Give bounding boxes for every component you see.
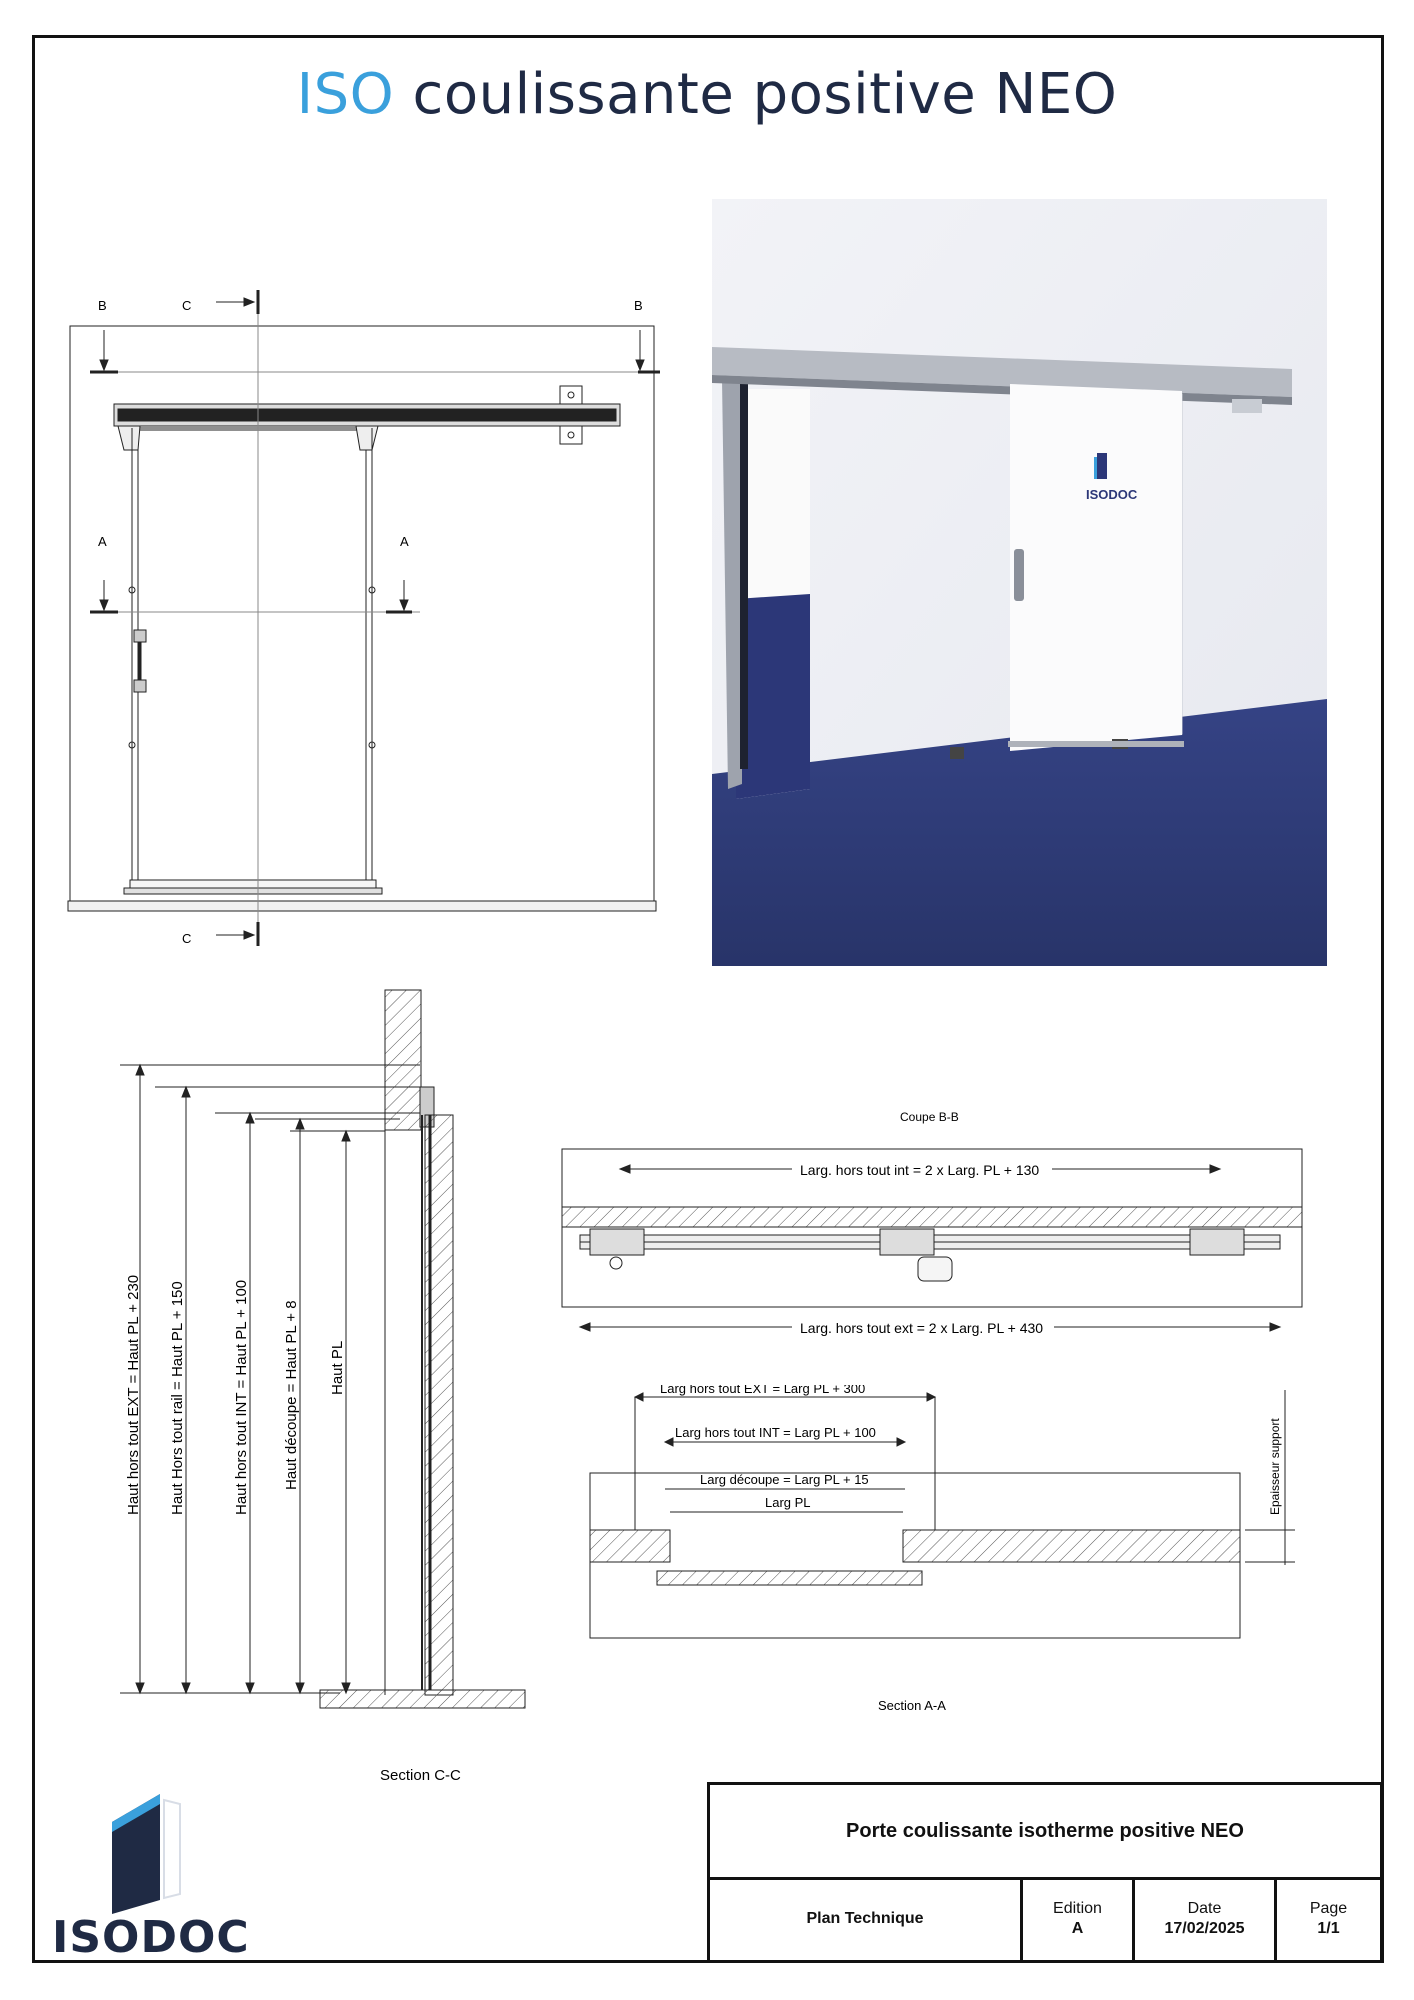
page-title: ISO coulissante positive NEO [296,62,1118,127]
dim-epaisseur-support: Epaisseur support [1268,1418,1282,1515]
title-block-page: Page 1/1 [1274,1877,1380,1960]
dim-larg-decoupe: Larg découpe = Larg PL + 15 [700,1472,869,1487]
section-aa-caption: Section A-A [878,1698,946,1713]
section-aa-drawing [585,1385,1305,1725]
dim-haut-int: Haut hors tout INT = Haut PL + 100 [233,1279,250,1515]
dim-larg-ext: Larg. hors tout ext = 2 x Larg. PL + 430 [800,1320,1044,1336]
title-block-edition: Edition A [1020,1877,1132,1960]
section-b-label-left: B [98,298,107,313]
section-cc-caption: Section C-C [380,1767,461,1784]
dim-larg-int: Larg. hors tout int = 2 x Larg. PL + 130 [800,1162,1040,1178]
isodoc-logo-text: ISODOC [52,1912,250,1963]
section-c-label-bottom: C [182,931,192,946]
photo-brand-text: ISODOC [1086,487,1138,502]
dim-larg-int-aa: Larg hors tout INT = Larg PL + 100 [675,1425,876,1440]
section-b-label-right: B [634,298,643,313]
title-block-title: Porte coulissante isotherme positive NEO [710,1785,1380,1880]
section-c-label-top: C [182,298,192,313]
title-block-date: Date 17/02/2025 [1132,1877,1274,1960]
door-render-photo [712,199,1327,966]
section-bb-caption: Coupe B-B [900,1110,959,1124]
section-cc-drawing [100,985,560,1785]
dim-haut-decoupe: Haut découpe = Haut PL + 8 [283,1300,300,1490]
dim-haut-rail: Haut Hors tout rail = Haut PL + 150 [169,1281,186,1515]
section-bb-drawing [560,1105,1310,1345]
dim-larg-pl: Larg PL [765,1495,811,1510]
title-block [707,1782,1383,1963]
dim-haut-pl: Haut PL [329,1340,346,1395]
dim-larg-ext-aa: Larg hors tout EXT = Larg PL + 300 [660,1385,866,1396]
title-block-plan: Plan Technique [806,1909,924,1927]
section-a-label-right: A [400,534,409,549]
door-elevation-drawing [60,290,670,950]
section-a-label-left: A [98,534,107,549]
dim-haut-ext: Haut hors tout EXT = Haut PL + 230 [125,1274,142,1515]
